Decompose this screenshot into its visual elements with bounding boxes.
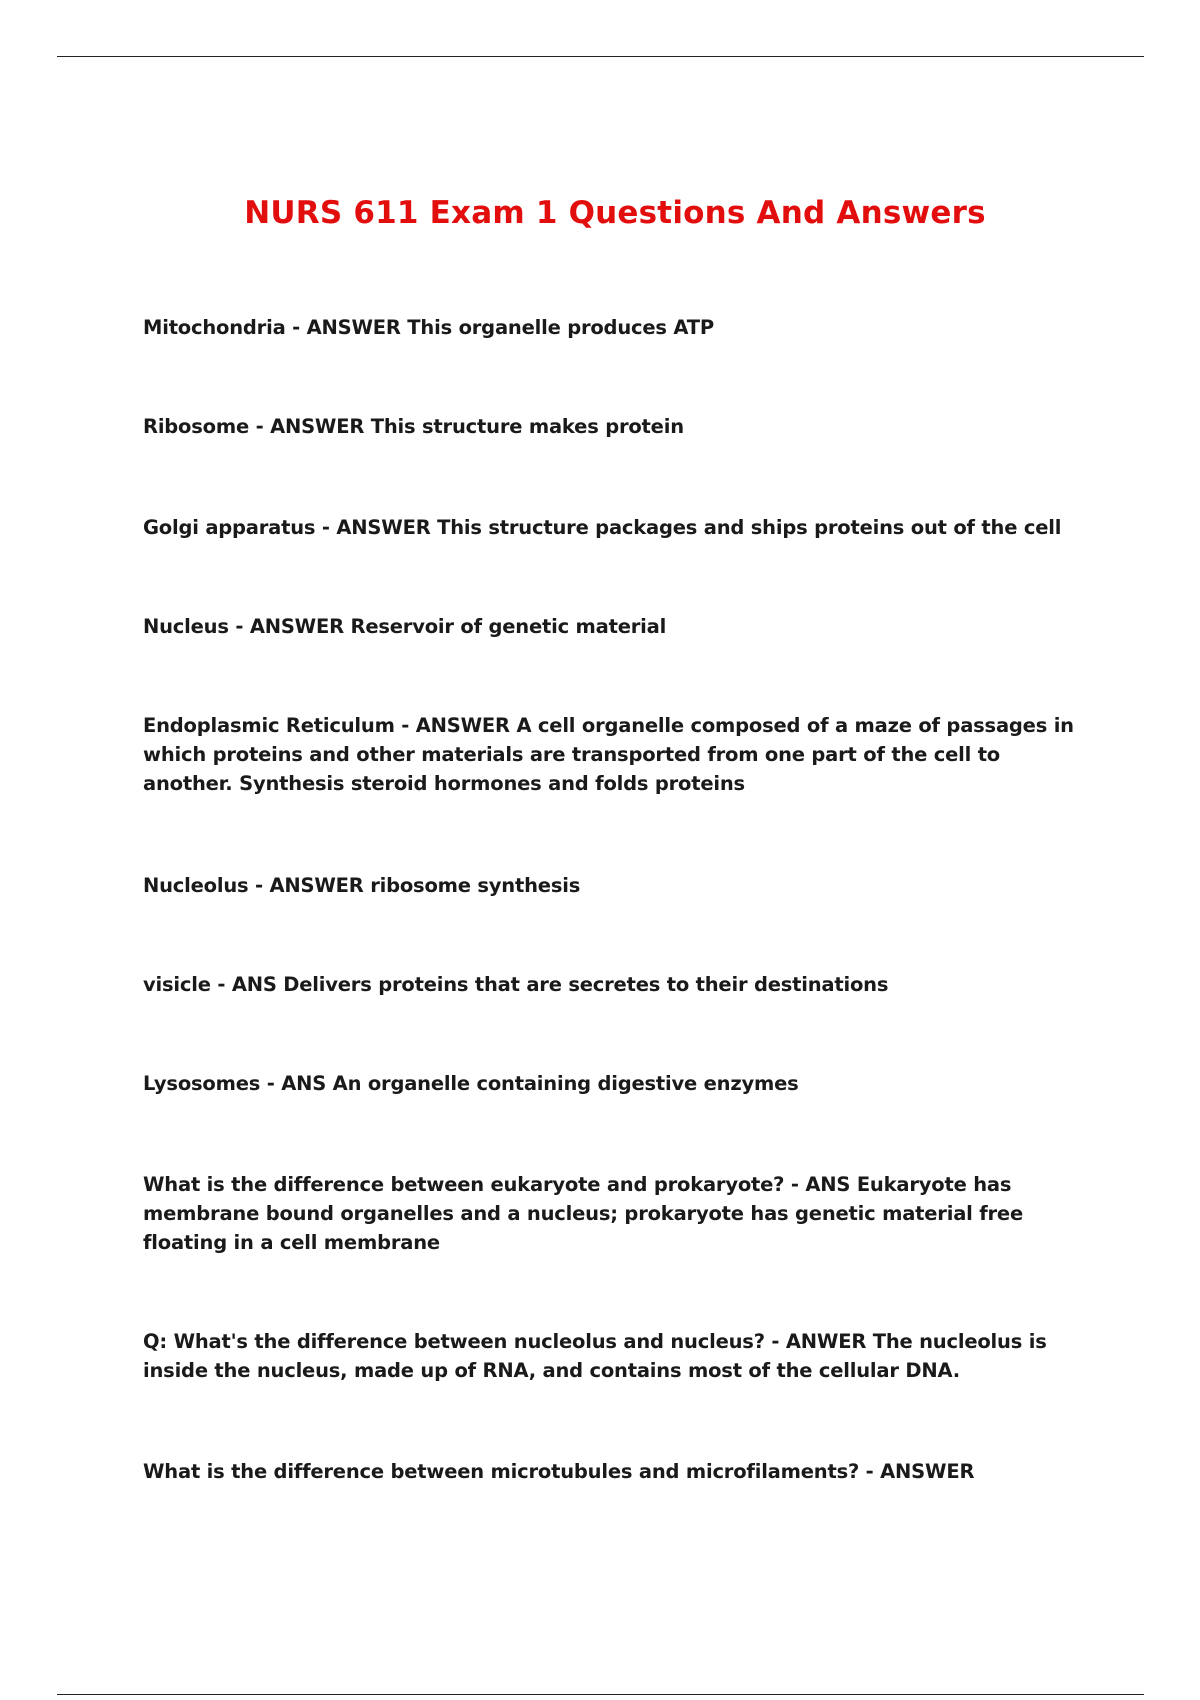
qa-entry-nucleolus: Nucleolus - ANSWER ribosome synthesis [143, 874, 581, 897]
footer-rule [57, 1694, 1144, 1695]
qa-entry-lysosomes: Lysosomes - ANS An organelle containing digestive enzymes [143, 1072, 799, 1095]
qa-entry-nucleus: Nucleus - ANSWER Reservoir of genetic material [143, 615, 667, 638]
qa-entry-ribosome: Ribosome - ANSWER This structure makes protein [143, 415, 684, 438]
qa-entry-vesicle: visicle - ANS Delivers proteins that are secretes to their destinations [143, 973, 889, 996]
document-title: NURS 611 Exam 1 Questions And Answers [244, 195, 986, 231]
qa-entry-nucleolus-vs-nucleus: Q: What's the difference between nucleolus and nucleus? - ANWER The nucleolus is inside the nucleus, made up of RNA, and contains most of the cellular DNA. [143, 1330, 1047, 1382]
qa-entry-endoplasmic-reticulum: Endoplasmic Reticulum - ANSWER A cell organelle composed of a maze of passages in which proteins and other materials are transported from one part of the cell to another. Synthesis steroid hormones and folds proteins [143, 714, 1074, 795]
qa-entry-golgi-apparatus: Golgi apparatus - ANSWER This structure packages and ships proteins out of the cell [143, 516, 1062, 539]
qa-entry-microtubules-microfilaments: What is the difference between microtubules and microfilaments? - ANSWER [143, 1460, 975, 1483]
qa-entry-eukaryote-prokaryote: What is the difference between eukaryote and prokaryote? - ANS Eukaryote has membrane bound organelles and a nucleus; prokaryote has genetic material free floating in a cell membrane [143, 1173, 1023, 1254]
qa-entry-mitochondria: Mitochondria - ANSWER This organelle produces ATP [143, 316, 714, 339]
header-rule [57, 56, 1144, 57]
